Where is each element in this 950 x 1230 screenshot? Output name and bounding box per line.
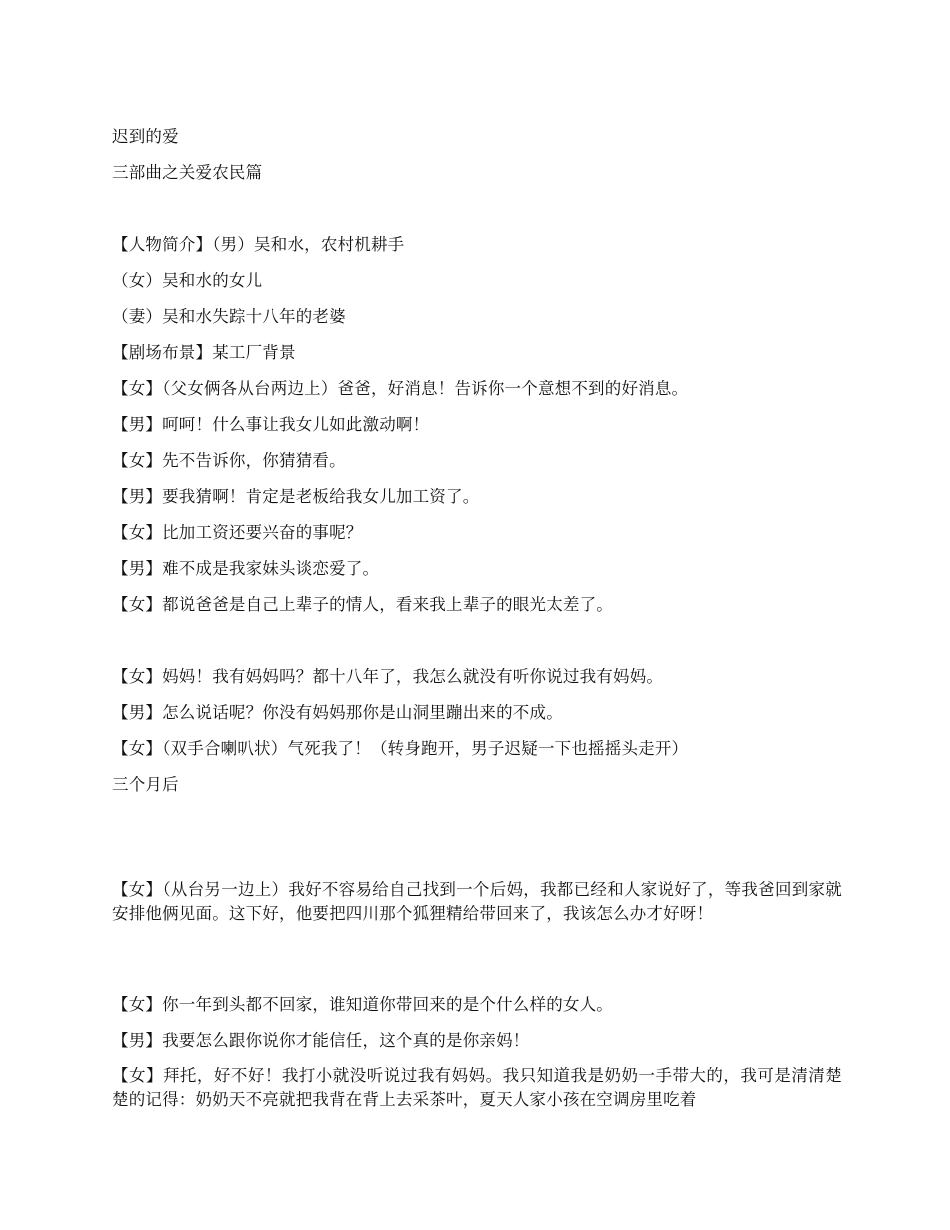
dialogue-line: 【女】你一年到头都不回家，谁知道你带回来的是个什么样的女人。 [112, 995, 613, 1014]
document-title: 迟到的爱 [112, 127, 179, 146]
dialogue-line: 【女】都说爸爸是自己上辈子的情人，看来我上辈子的眼光太差了。 [112, 595, 613, 614]
dialogue-line: 【男】怎么说话呢？你没有妈妈那你是山洞里蹦出来的不成。 [112, 703, 563, 722]
dialogue-line: 【女】先不告诉你，你猜猜看。 [112, 451, 346, 470]
dialogue-line: 【男】要我猜啊！肯定是老板给我女儿加工资了。 [112, 487, 480, 506]
dialogue-line: 【女】（双手合喇叭状）气死我了！（转身跑开，男子迟疑一下也摇摇头走开） [112, 739, 689, 758]
time-marker: 三个月后 [112, 775, 179, 794]
stage-setting: 【剧场布景】某工厂背景 [112, 343, 296, 362]
final-paragraph: 【女】拜托，好不好！我打小就没听说过我有妈妈。我只知道我是奶奶一手带大的，我可是清清楚楚的记得：奶奶天不亮就把我背在背上去采茶叶，夏天人家小孩在空调房里吃着 [112, 1066, 842, 1109]
cast-intro: 【人物简介】（男）吴和水，农村机耕手 [112, 235, 405, 254]
dialogue-line: 【男】呵呵！什么事让我女儿如此激动啊！ [112, 415, 430, 434]
dialogue-line: 【男】我要怎么跟你说你才能信任，这个真的是你亲妈！ [112, 1031, 530, 1050]
cast-daughter: （女）吴和水的女儿 [112, 271, 263, 290]
document-subtitle: 三部曲之关爱农民篇 [112, 163, 263, 182]
dialogue-line: 【男】难不成是我家妹头谈恋爱了。 [112, 559, 380, 578]
monologue-paragraph: 【女】（从台另一边上）我好不容易给自己找到一个后妈，我都已经和人家说好了，等我爸回到家就安排他俩见面。这下好，他要把四川那个狐狸精给带回来了，我该怎么办才好呀！ [112, 880, 842, 923]
dialogue-line: 【女】（父女俩各从台两边上）爸爸，好消息！告诉你一个意想不到的好消息。 [112, 379, 689, 398]
dialogue-line: 【女】比加工资还要兴奋的事呢？ [112, 523, 363, 542]
cast-wife: （妻）吴和水失踪十八年的老婆 [112, 307, 346, 326]
dialogue-line: 【女】妈妈！我有妈妈吗？都十八年了，我怎么就没有听你说过我有妈妈。 [112, 667, 664, 686]
